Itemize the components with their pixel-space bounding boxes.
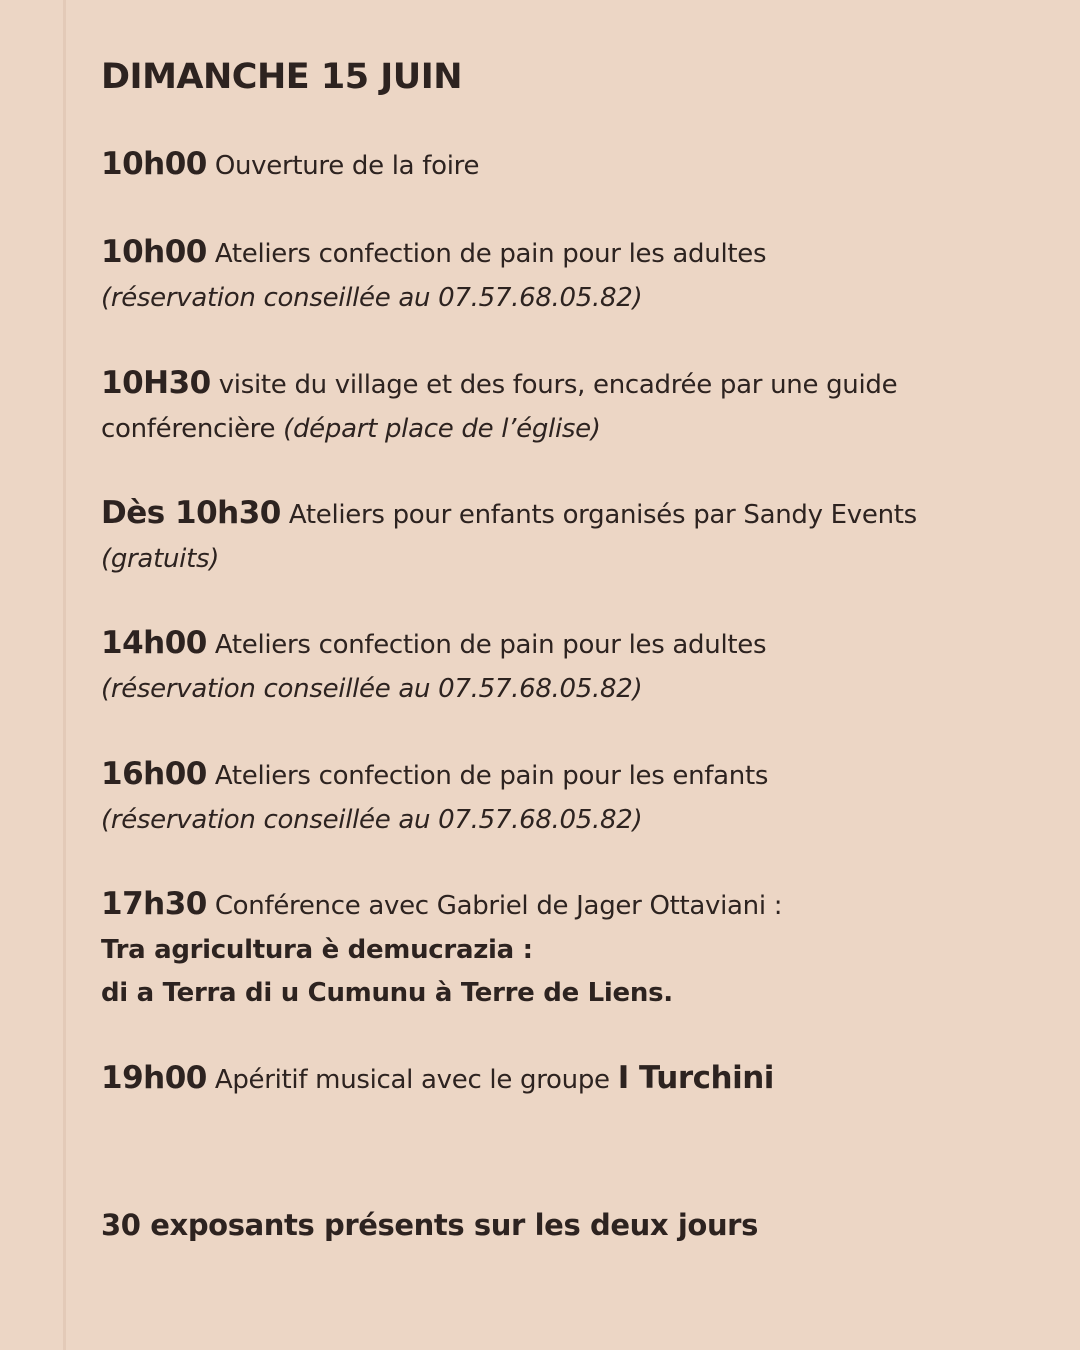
conference-title-line1: Tra agricultura è demucrazia : — [101, 934, 533, 965]
event-description: Ateliers pour enfants organisés par Sandy Events — [288, 500, 917, 530]
event-time: 17h30 — [101, 886, 207, 922]
conference-title-line2: di a Terra di u Cumunu à Terre de Liens. — [101, 978, 673, 1008]
event-note: (réservation conseillée au 07.57.68.05.82) — [101, 282, 643, 313]
left-edge-line — [63, 0, 66, 1350]
event-village-visit — [101, 362, 1041, 451]
event-kids-workshops — [101, 492, 1041, 581]
event-opening — [101, 143, 1041, 189]
event-time: 10H30 — [101, 365, 211, 401]
event-description: Conférence avec Gabriel de Jager Ottaviani : — [214, 891, 783, 921]
event-description: Ateliers confection de pain pour les enfants — [214, 761, 769, 791]
event-description: Ouverture de la foire — [214, 151, 480, 181]
event-description: Apéritif musical avec le groupe — [214, 1065, 610, 1095]
event-note: (gratuits) — [101, 543, 220, 574]
event-description-continued: conférencière — [101, 413, 276, 444]
event-conference — [101, 883, 1041, 1016]
exhibitors-note: 30 exposants présents sur les deux jours — [101, 1208, 758, 1242]
event-description: Ateliers confection de pain pour les adultes — [214, 239, 767, 269]
event-time: 14h00 — [101, 625, 207, 661]
event-time: 19h00 — [101, 1060, 207, 1096]
event-note: (réservation conseillée au 07.57.68.05.82) — [101, 673, 643, 704]
event-description: Ateliers confection de pain pour les adultes — [214, 630, 767, 660]
event-note: (départ place de l’église) — [283, 413, 601, 444]
event-bread-workshop-adults-morning — [101, 231, 1041, 320]
event-bread-workshop-kids — [101, 753, 1041, 842]
page-title: DIMANCHE 15 JUIN — [101, 57, 463, 97]
event-note: (réservation conseillée au 07.57.68.05.82) — [101, 804, 643, 835]
event-description: visite du village et des fours, encadrée par une guide — [218, 370, 898, 400]
event-musical-aperitif — [101, 1057, 1041, 1103]
band-name: I Turchini — [617, 1060, 774, 1096]
event-time: 10h00 — [101, 234, 207, 270]
event-bread-workshop-adults-afternoon — [101, 622, 1041, 711]
event-time: Dès 10h30 — [101, 495, 281, 531]
event-time: 16h00 — [101, 756, 207, 792]
event-time: 10h00 — [101, 146, 207, 182]
